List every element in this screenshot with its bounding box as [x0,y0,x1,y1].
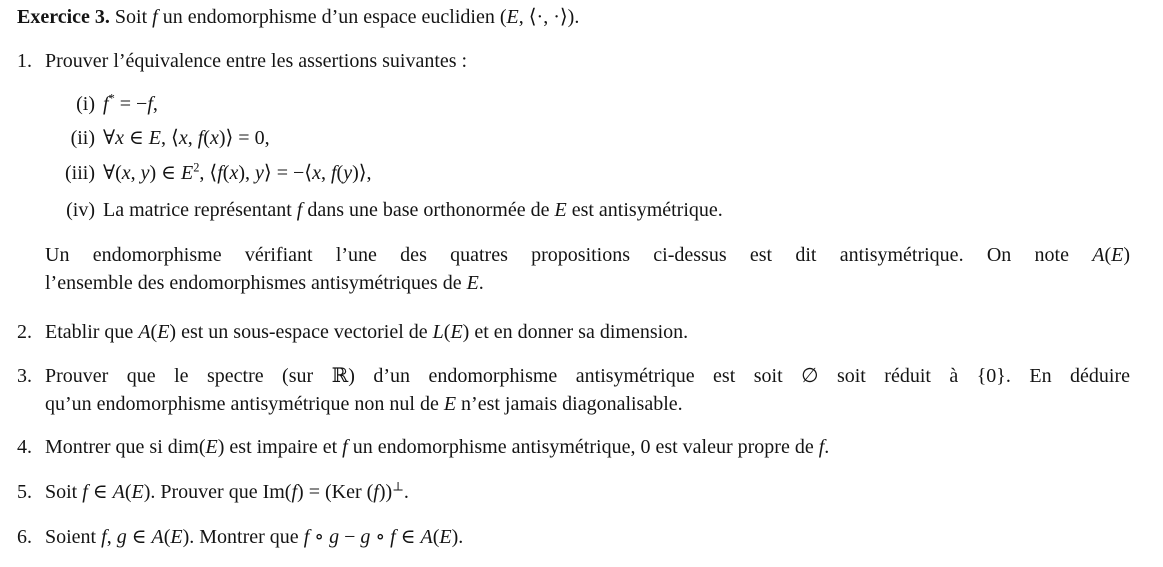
script-letter: A [112,481,125,503]
math-variable: f [82,481,88,503]
text-run: ( [150,321,158,343]
sub-item-marker: (ii) [70,127,95,149]
item-content [103,159,1130,187]
note-paragraph [45,241,1130,297]
text-run: ( [222,162,230,184]
text-run: ) est un sous-espace vectoriel de [169,321,433,343]
list-item-2 [17,318,1130,346]
item-marker: 1. [17,50,32,72]
item-marker: 5. [17,481,32,503]
math-variable: E [1111,244,1124,266]
superscript: * [108,91,115,106]
sub-item-ii [17,124,1130,152]
item-marker: 4. [17,436,32,458]
text-run: , [320,162,331,184]
text-run: ∈ [87,481,113,503]
item-content [45,478,1130,506]
math-variable: E [157,321,170,343]
text-run: , ⟨ [199,162,218,184]
text-run: ∘ [309,526,330,548]
math-variable: f [291,481,298,503]
sub-item-iii [17,159,1130,187]
text-line [103,90,1130,118]
text-line [45,390,1130,418]
text-run: , ⟨ [161,127,179,149]
text-line [45,362,1130,390]
text-run: ∀( [103,162,122,184]
list-item-3 [17,362,1130,418]
text-run: ( [336,162,344,184]
text-line [103,159,1130,187]
math-variable: f [296,199,303,221]
item-content [103,124,1130,152]
text-run: ) ∈ [149,162,181,184]
text-run: ) [1123,244,1130,266]
text-line [45,523,1130,551]
math-variable: y [255,162,264,184]
text-line [103,124,1130,152]
item-content [45,318,1130,346]
math-variable: E [466,272,479,294]
text-run: ). Prouver que Im( [143,481,292,503]
text-line [17,3,1130,31]
item-marker: 2. [17,321,32,343]
text-run: , [152,93,158,115]
text-run: La matrice représentant [103,199,297,221]
math-variable: E [131,481,144,503]
math-variable: f [152,6,158,28]
text-run: ( [203,127,210,149]
math-variable: E [205,436,218,458]
text-run: Etablir que [45,321,139,343]
math-variable: f [217,162,223,184]
text-line [45,47,1130,75]
math-variable: E [450,321,463,343]
text-line [45,269,1130,297]
text-run: un endomorphisme d’un espace euclidien ( [157,6,507,28]
script-letter: A [138,321,151,343]
script-letter: A [1092,244,1105,266]
math-variable: E [148,127,161,149]
text-run: ( [1104,244,1112,266]
text-run: , [187,127,198,149]
math-variable: E [180,162,194,184]
text-run: Soient [45,526,102,548]
text-run: ∈ [123,127,149,149]
superscript: 2 [193,160,200,175]
text-run: Un endomorphisme vérifiant l’une des quatres propositions ci-dessus est dit antisymétrique. On note [45,244,1093,266]
text-run: )) [378,481,393,503]
text-run: = − [114,93,148,115]
text-line [45,478,1130,506]
text-run: Prouver l’équivalence entre les assertions suivantes : [45,50,468,72]
text-run: ⟩ = −⟨ [263,162,313,184]
script-letter: A [420,526,433,548]
text-run: n’est jamais diagonalisable. [456,393,683,415]
math-variable: x [121,162,131,184]
math-variable: f [103,93,109,115]
math-variable: E [170,526,183,548]
text-run: ) est impaire et [217,436,343,458]
exercise-header [17,3,1130,31]
math-variable: E [554,199,567,221]
text-run: ∘ [370,526,391,548]
item-content [103,90,1130,118]
math-variable: f [342,436,348,458]
sub-item-iv [17,196,1130,224]
text-run: ) = (Ker ( [297,481,374,503]
math-variable: x [229,162,239,184]
item-marker: 3. [17,365,32,387]
text-line [103,196,1130,224]
math-variable: f [303,526,310,548]
math-variable: x [178,127,188,149]
text-run: . [478,272,484,294]
math-variable: g [116,526,127,548]
item-content [45,523,1130,551]
math-variable: f [101,526,107,548]
text-run: . [824,436,830,458]
math-variable: g [360,526,371,548]
item-content [45,433,1130,461]
sub-item-marker: (iii) [65,162,95,184]
math-variable: L [432,321,444,343]
text-run: , [106,526,117,548]
text-run: ( [443,321,451,343]
text-run: Prouver que le spectre (sur ℝ) d’un endomorphisme antisymétrique est soit ∅ soit réduit à {0}. En déduire [45,365,1130,387]
math-variable: f [390,526,396,548]
text-run: Soit [109,6,153,28]
text-run: dans une base orthonormée de [302,199,555,221]
list-item-5 [17,478,1130,506]
math-variable: x [209,127,219,149]
exercise-document [17,3,1130,551]
text-run: , ⟨·, ·⟩). [518,6,580,28]
text-run: . [403,481,409,503]
list-item-6 [17,523,1130,551]
text-run: − [339,526,361,548]
text-run: )⟩, [352,162,372,184]
text-line [45,241,1130,269]
text-run: un endomorphisme antisymétrique, 0 est valeur propre de [347,436,819,458]
text-run: ( [124,481,132,503]
item-content [45,362,1130,418]
text-run: ( [163,526,171,548]
text-run: ∀ [103,127,116,149]
math-variable: x [115,127,124,149]
math-variable: y [343,162,353,184]
sub-item-marker: (iv) [66,199,95,221]
text-run: est antisymétrique. [566,199,723,221]
bold-text: Exercice 3. [17,6,110,28]
list-item-4 [17,433,1130,461]
list-item-1 [17,47,1130,75]
math-variable: f [373,481,379,503]
text-run: ), [238,162,256,184]
sub-item-marker: (i) [76,93,95,115]
math-variable: y [140,162,150,184]
math-variable: E [506,6,519,28]
math-variable: f [197,127,204,149]
item-content [103,196,1130,224]
item-marker: 6. [17,526,32,548]
text-line [45,433,1130,461]
text-run: ). Montrer que [182,526,304,548]
text-run: Montrer que si dim( [45,436,206,458]
math-variable: E [439,526,452,548]
superscript: ⊥ [392,479,404,494]
text-run: Soit [45,481,83,503]
text-run: ( [432,526,440,548]
math-variable: f [147,93,153,115]
text-run: ∈ [395,526,421,548]
math-variable: x [312,162,321,184]
text-run: ) et en donner sa dimension. [462,321,689,343]
text-line [45,318,1130,346]
math-variable: f [818,436,825,458]
text-run: )⟩ = 0, [218,127,270,149]
script-letter: A [151,526,164,548]
text-run: ). [451,526,464,548]
item-content [45,47,1130,75]
math-variable: E [443,393,457,415]
text-run: ∈ [126,526,152,548]
sub-item-i [17,90,1130,118]
text-run: l’ensemble des endomorphismes antisymétriques de [45,272,467,294]
text-run: qu’un endomorphisme antisymétrique non nul de [45,393,444,415]
text-run: , [130,162,141,184]
math-variable: g [329,526,340,548]
math-variable: f [330,162,337,184]
